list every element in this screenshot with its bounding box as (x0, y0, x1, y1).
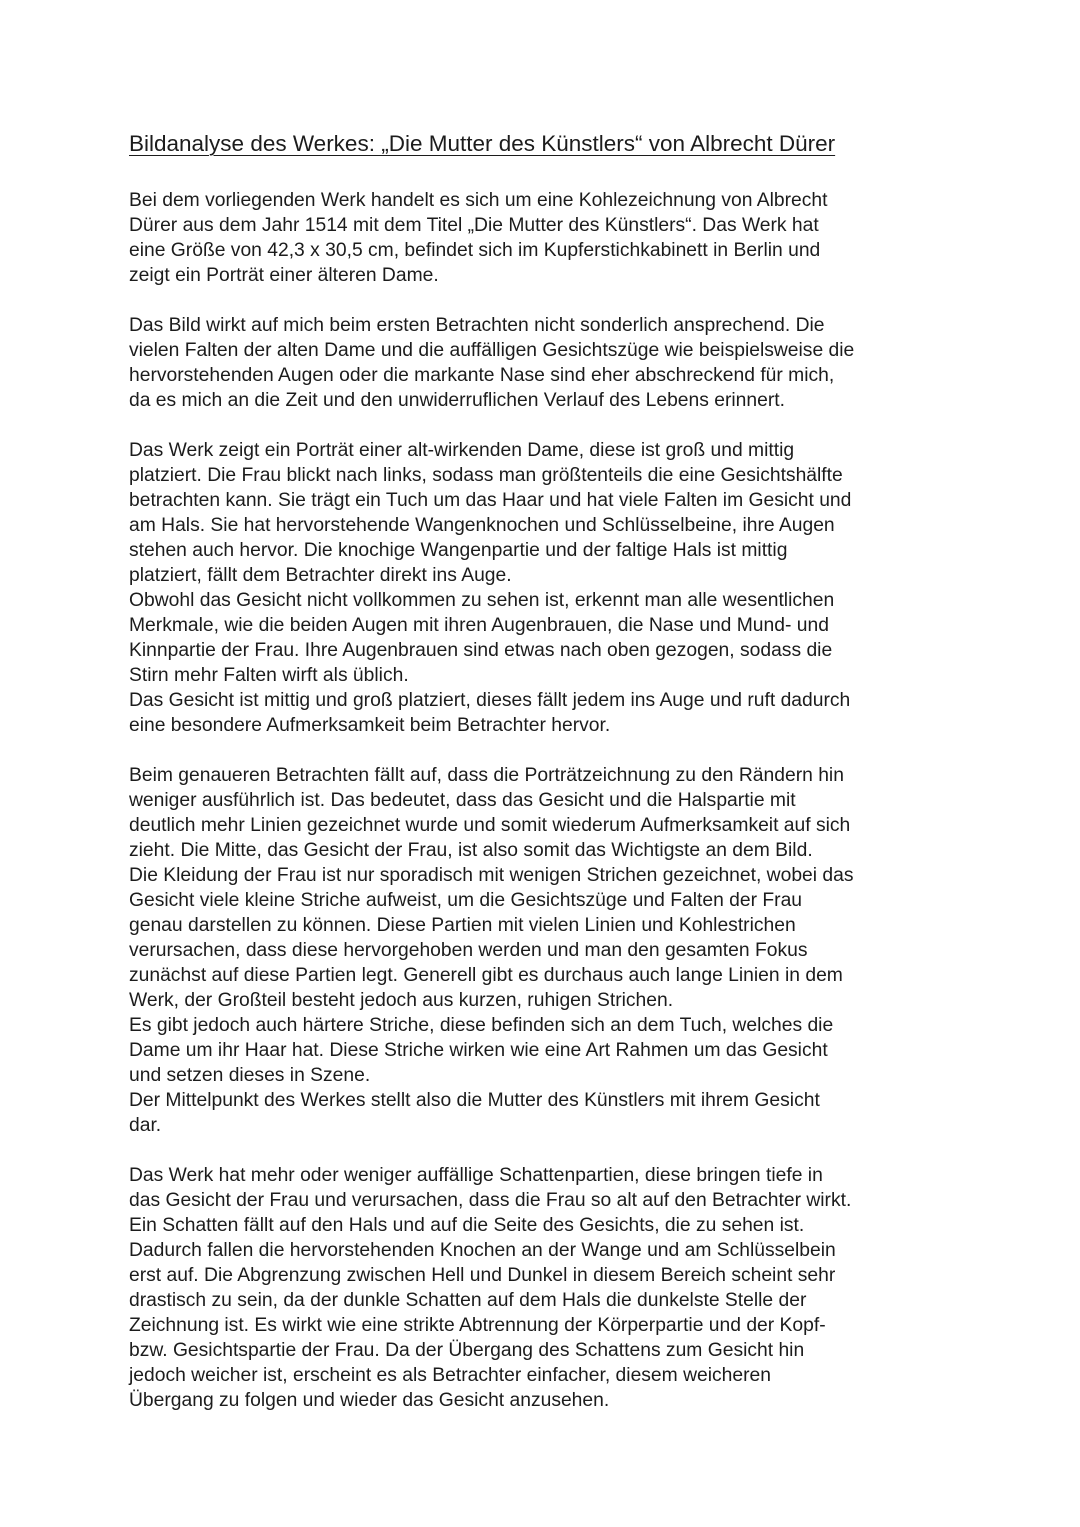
text-line: Der Mittelpunkt des Werkes stellt also die Mutter des Künstlers mit ihrem Gesicht (129, 1090, 820, 1111)
text-line: zeigt ein Porträt einer älteren Dame. (129, 265, 439, 286)
text-line: deutlich mehr Linien gezeichnet wurde und somit wiederum Aufmerksamkeit auf sich (129, 815, 851, 836)
text-line: verursachen, dass diese hervorgehoben werden und man den gesamten Fokus (129, 940, 808, 961)
text-line: Dame um ihr Haar hat. Diese Striche wirken wie eine Art Rahmen um das Gesicht (129, 1040, 828, 1061)
text-line: erst auf. Die Abgrenzung zwischen Hell und Dunkel in diesem Bereich scheint sehr (129, 1265, 836, 1286)
text-line: Das Werk hat mehr oder weniger auffällige Schattenpartien, diese bringen tiefe in (129, 1165, 823, 1186)
text-line: eine besondere Aufmerksamkeit beim Betrachter hervor. (129, 715, 611, 736)
text-line: Dürer aus dem Jahr 1514 mit dem Titel „Die Mutter des Künstlers“. Das Werk hat (129, 215, 819, 236)
text-line: Werk, der Großteil besteht jedoch aus kurzen, ruhigen Strichen. (129, 990, 674, 1011)
text-line: hervorstehenden Augen oder die markante Nase sind eher abschreckend für mich, (129, 365, 835, 386)
text-line: Bei dem vorliegenden Werk handelt es sich um eine Kohlezeichnung von Albrecht (129, 190, 828, 211)
text-line: Beim genaueren Betrachten fällt auf, dass die Porträtzeichnung zu den Rändern hin (129, 765, 844, 786)
text-line: Dadurch fallen die hervorstehenden Knochen an der Wange und am Schlüsselbein (129, 1240, 836, 1261)
text-line: Die Kleidung der Frau ist nur sporadisch mit wenigen Strichen gezeichnet, wobei das (129, 865, 854, 886)
text-line: Das Bild wirkt auf mich beim ersten Betrachten nicht sonderlich ansprechend. Die (129, 315, 825, 336)
text-line: und setzen dieses in Szene. (129, 1065, 371, 1086)
paragraph (129, 763, 959, 1138)
text-line: betrachten kann. Sie trägt ein Tuch um das Haar und hat viele Falten im Gesicht und (129, 490, 852, 511)
text-line: Gesicht viele kleine Striche aufweist, um die Gesichtszüge und Falten der Frau (129, 890, 803, 911)
text-line: Das Werk zeigt ein Porträt einer alt-wirkenden Dame, diese ist groß und mittig (129, 440, 795, 461)
text-line: Merkmale, wie die beiden Augen mit ihren Augenbrauen, die Nase und Mund- und (129, 615, 829, 636)
text-line: Ein Schatten fällt auf den Hals und auf die Seite des Gesichts, die zu sehen ist. (129, 1215, 805, 1236)
text-line: weniger ausführlich ist. Das bedeutet, dass das Gesicht und die Halspartie mit (129, 790, 796, 811)
text-line: eine Größe von 42,3 x 30,5 cm, befindet sich im Kupferstichkabinett in Berlin und (129, 240, 821, 261)
text-line: das Gesicht der Frau und verursachen, dass die Frau so alt auf den Betrachter wirkt. (129, 1190, 852, 1211)
text-line: da es mich an die Zeit und den unwiderruflichen Verlauf des Lebens erinnert. (129, 390, 785, 411)
document-body (129, 188, 959, 1438)
document-title: Bildanalyse des Werkes: „Die Mutter des Künstlers“ von Albrecht Dürer (129, 131, 836, 156)
text-line: Zeichnung ist. Es wirkt wie eine strikte Abtrennung der Körperpartie und der Kopf- (129, 1315, 826, 1336)
text-line: Es gibt jedoch auch härtere Striche, diese befinden sich an dem Tuch, welches die (129, 1015, 834, 1036)
text-line: zunächst auf diese Partien legt. Generell gibt es durchaus auch lange Linien in dem (129, 965, 843, 986)
text-line: Obwohl das Gesicht nicht vollkommen zu sehen ist, erkennt man alle wesentlichen (129, 590, 835, 611)
text-line: Übergang zu folgen und wieder das Gesicht anzusehen. (129, 1390, 610, 1411)
text-line: jedoch weicher ist, erscheint es als Betrachter einfacher, diesem weicheren (129, 1365, 771, 1386)
text-line: zieht. Die Mitte, das Gesicht der Frau, ist also somit das Wichtigste an dem Bild. (129, 840, 813, 861)
paragraph (129, 313, 959, 413)
text-line: platziert, fällt dem Betrachter direkt ins Auge. (129, 565, 512, 586)
text-line: vielen Falten der alten Dame und die auffälligen Gesichtszüge wie beispielsweise die (129, 340, 855, 361)
paragraph (129, 1163, 959, 1413)
text-line: dar. (129, 1115, 162, 1136)
paragraph (129, 438, 959, 738)
text-line: genau darstellen zu können. Diese Partien mit vielen Linien und Kohlestrichen (129, 915, 796, 936)
text-line: drastisch zu sein, da der dunkle Schatten auf dem Hals die dunkelste Stelle der (129, 1290, 807, 1311)
text-line: platziert. Die Frau blickt nach links, sodass man größtenteils die eine Gesichtshälfte (129, 465, 843, 486)
text-line: bzw. Gesichtspartie der Frau. Da der Übergang des Schattens zum Gesicht hin (129, 1340, 805, 1361)
text-line: Kinnpartie der Frau. Ihre Augenbrauen sind etwas nach oben gezogen, sodass die (129, 640, 833, 661)
text-line: am Hals. Sie hat hervorstehende Wangenknochen und Schlüsselbeine, ihre Augen (129, 515, 835, 536)
text-line: stehen auch hervor. Die knochige Wangenpartie und der faltige Hals ist mittig (129, 540, 788, 561)
text-line: Stirn mehr Falten wirft als üblich. (129, 665, 409, 686)
paragraph (129, 188, 959, 288)
text-line: Das Gesicht ist mittig und groß platziert, dieses fällt jedem ins Auge und ruft dadurch (129, 690, 851, 711)
